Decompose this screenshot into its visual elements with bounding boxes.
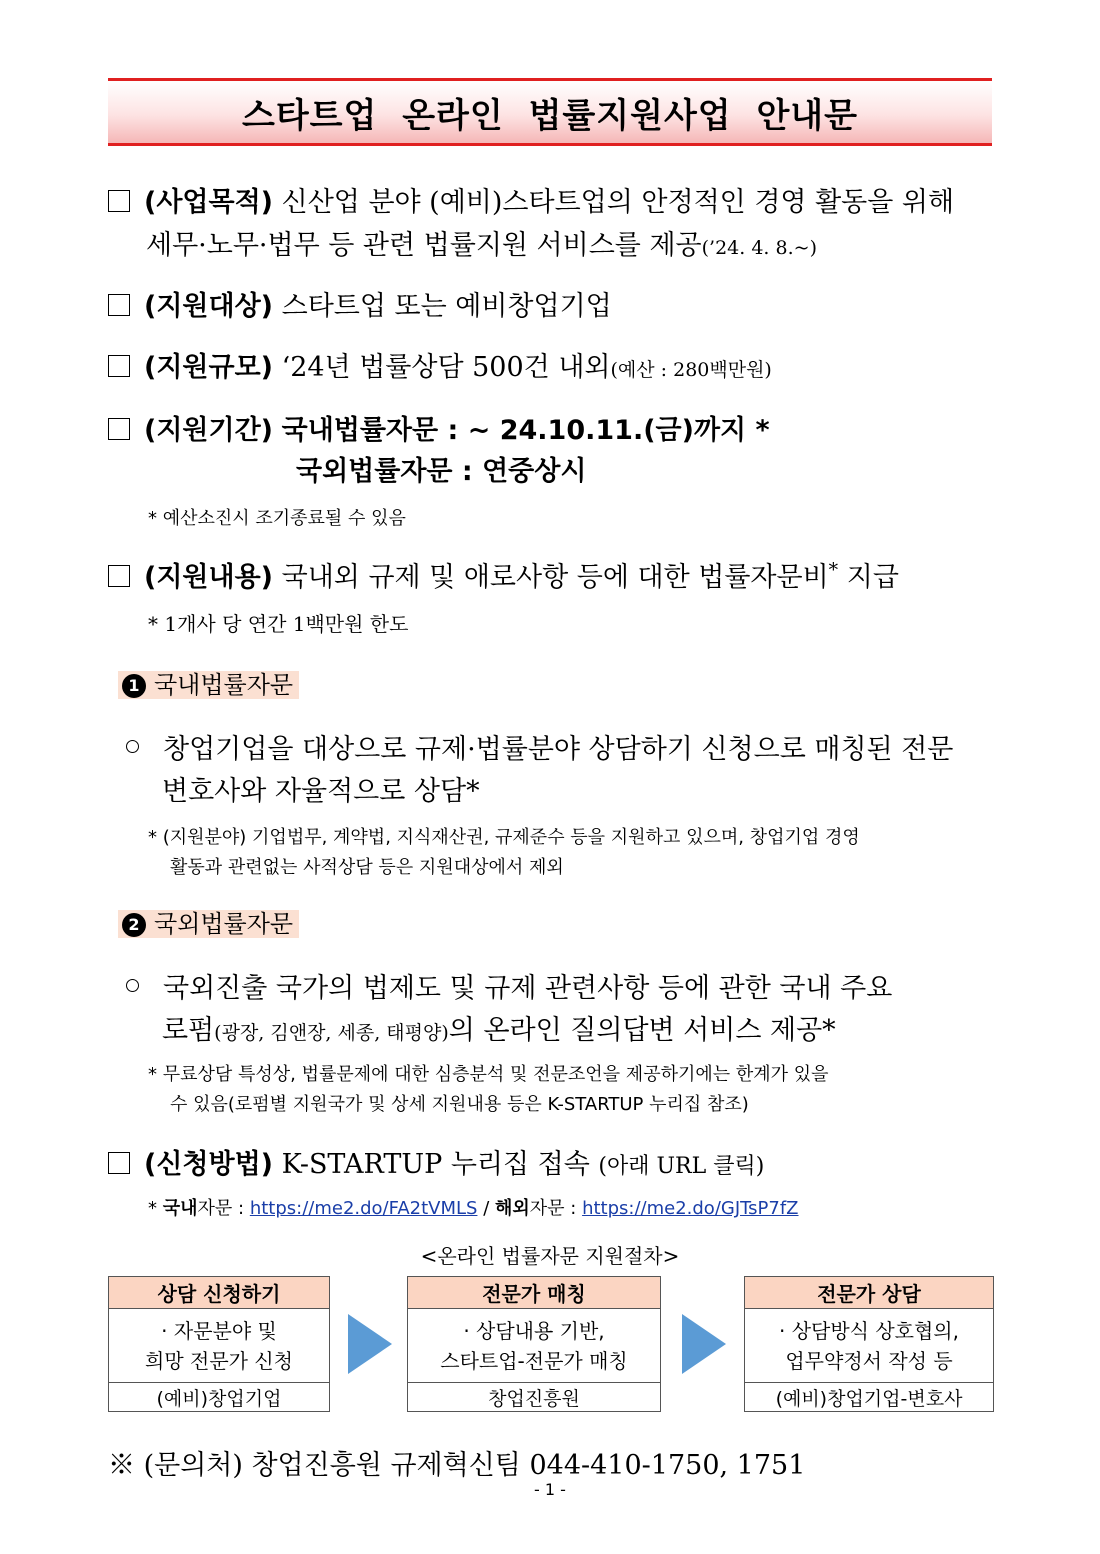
number-one-icon: 1 xyxy=(122,674,146,698)
step3-header: 전문가 상담 xyxy=(744,1276,994,1309)
domestic-text: 창업기업을 대상으로 규제·법률분야 상담하기 신청으로 매칭된 전문 xyxy=(163,734,954,765)
domestic-bold: 국내 xyxy=(162,1198,198,1219)
arrow-right-icon xyxy=(682,1314,726,1374)
step2-footer: 창업진흥원 xyxy=(407,1382,661,1412)
content-tail: 지급 xyxy=(846,562,899,593)
purpose-line2 xyxy=(146,223,817,262)
target-text: 스타트업 또는 예비창업기업 xyxy=(281,291,612,322)
step1-body xyxy=(108,1308,330,1383)
target-line xyxy=(108,284,612,323)
overseas-text: 국외진출 국가의 법제도 및 규제 관련사항 등에 관한 국내 주요 xyxy=(163,973,893,1004)
overseas-service: 의 온라인 질의답변 서비스 제공* xyxy=(448,1015,836,1046)
url-separator: / xyxy=(483,1198,490,1219)
domestic-line2: 변호사와 자율적으로 상담* xyxy=(162,776,480,807)
purpose-text-cont: 세무·노무·법무 등 관련 법률지원 서비스를 제공 xyxy=(146,230,702,261)
domestic-heading-text: 국내법률자문 xyxy=(154,671,294,699)
step2-header: 전문가 매칭 xyxy=(407,1276,661,1309)
purpose-label: (사업목적) xyxy=(144,187,274,218)
process-caption: <온라인 법률자문 지원절차> xyxy=(420,1244,680,1268)
step3-body-line2: 업무약정서 작성 등 xyxy=(785,1348,953,1373)
overseas-heading xyxy=(118,904,299,939)
target-label: (지원대상) xyxy=(144,291,274,322)
period-line1 xyxy=(108,408,770,447)
step3-footer: (예비)창업기업-변호사 xyxy=(744,1382,994,1412)
scale-line xyxy=(108,345,772,384)
period-note: * 예산소진시 조기종료될 수 있음 xyxy=(148,508,406,529)
checkbox-square-icon xyxy=(108,1152,130,1174)
domestic-note2: 활동과 관련없는 사적상담 등은 지원대상에서 제외 xyxy=(170,857,564,878)
apply-paren: (아래 URL 클릭) xyxy=(598,1154,765,1179)
step3-body-line1: · 상담방식 상호협의, xyxy=(779,1318,959,1343)
step2-body xyxy=(407,1308,661,1383)
domestic-url-link[interactable]: https://me2.do/FA2tVMLS xyxy=(249,1198,478,1219)
contact-line: ※ (문의처) 창업진흥원 규제혁신팀 044-410-1750, 1751 xyxy=(108,1450,806,1481)
page-title: 스타트업 온라인 법률지원사업 안내문 xyxy=(241,95,858,136)
domestic-label: 자문 : xyxy=(197,1198,245,1219)
checkbox-square-icon xyxy=(108,355,130,377)
step1-body-line2: 희망 전문가 신청 xyxy=(145,1348,293,1373)
period-label: (지원기간) xyxy=(144,415,274,446)
period-line2 xyxy=(296,449,586,488)
checkbox-square-icon xyxy=(108,565,130,587)
step1-body-line1: · 자문분야 및 xyxy=(161,1318,277,1343)
content-line xyxy=(108,555,899,594)
apply-label: (신청방법) xyxy=(144,1149,274,1180)
overseas-note2: 수 있음(로펌별 지원국가 및 상세 지원내용 등은 K-STARTUP 누리집 참조) xyxy=(170,1094,749,1115)
page-number: - 1 - xyxy=(534,1480,566,1499)
arrow-right-icon xyxy=(348,1314,392,1374)
overseas-note1: * 무료상담 특성상, 법률문제에 대한 심층분석 및 전문조언을 제공하기에는 한계가 있을 xyxy=(148,1064,829,1085)
scale-text: ‘24년 법률상담 500건 내외 xyxy=(281,352,611,383)
checkbox-square-icon xyxy=(108,418,130,440)
apply-text: K-STARTUP 누리집 접속 xyxy=(281,1149,590,1180)
overseas-bold: 해외 xyxy=(495,1198,530,1219)
domestic-line1 xyxy=(126,727,953,766)
circle-bullet-icon xyxy=(126,740,139,753)
checkbox-square-icon xyxy=(108,190,130,212)
domestic-heading xyxy=(118,665,299,700)
overseas-url-link[interactable]: https://me2.do/GJTsP7fZ xyxy=(582,1198,799,1219)
number-two-icon: 2 xyxy=(122,913,146,937)
purpose-text: 신산업 분야 (예비)스타트업의 안정적인 경영 활동을 위해 xyxy=(281,187,955,218)
purpose-line1 xyxy=(108,180,954,219)
overseas-lawfirm: 로펌 xyxy=(162,1015,215,1046)
circle-bullet-icon xyxy=(126,979,139,992)
apply-note-star: * xyxy=(148,1198,157,1219)
overseas-lawfirm-list: (광장, 김앤장, 세종, 태평양) xyxy=(214,1022,449,1044)
purpose-date: (’24. 4. 8.~) xyxy=(701,237,817,259)
apply-urls xyxy=(148,1194,799,1220)
step2-body-line1: · 상담내용 기반, xyxy=(463,1318,605,1343)
content-text: 국내외 규제 및 애로사항 등에 대한 법률자문비 xyxy=(281,562,829,593)
step1-header: 상담 신청하기 xyxy=(108,1276,330,1309)
overseas-label: 자문 : xyxy=(529,1198,577,1219)
title-banner xyxy=(108,78,992,146)
period-domestic: 국내법률자문 : ~ 24.10.11.(금)까지 * xyxy=(281,415,770,446)
overseas-heading-text: 국외법률자문 xyxy=(154,910,294,938)
domestic-note1: * (지원분야) 기업법무, 계약법, 지식재산권, 규제준수 등을 지원하고 있으며, 창업기업 경영 xyxy=(148,827,860,848)
overseas-line1 xyxy=(126,966,892,1005)
checkbox-square-icon xyxy=(108,294,130,316)
step1-footer: (예비)창업기업 xyxy=(108,1382,330,1412)
content-label: (지원내용) xyxy=(144,562,274,593)
scale-budget: (예산 : 280백만원) xyxy=(610,359,772,381)
step2-body-line2: 스타트업-전문가 매칭 xyxy=(440,1348,628,1373)
scale-label: (지원규모) xyxy=(144,352,274,383)
apply-line xyxy=(108,1142,764,1181)
content-note: * 1개사 당 연간 1백만원 한도 xyxy=(148,612,409,636)
content-star: * xyxy=(828,559,839,581)
step3-body xyxy=(744,1308,994,1383)
overseas-line2 xyxy=(162,1008,836,1047)
period-overseas: 국외법률자문 : 연중상시 xyxy=(296,456,587,487)
